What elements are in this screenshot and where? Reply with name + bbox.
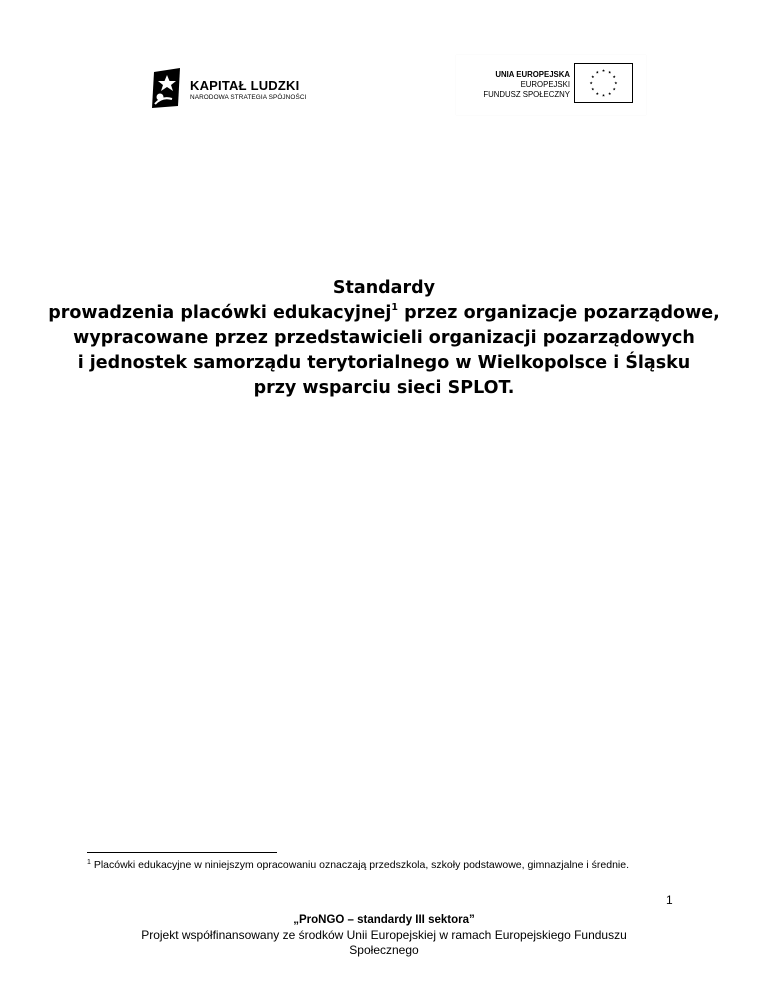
- footer-funding-line-1: Projekt współfinansowany ze środków Unii Europejskiej w ramach Europejskiego Funduszu: [141, 928, 627, 942]
- document-title: [40, 276, 728, 401]
- title-line-5: przy wsparciu sieci SPLOT.: [253, 378, 515, 398]
- eu-flag-star: [590, 81, 593, 84]
- footnote-reference: 1: [391, 302, 398, 313]
- title-line-2-part-b: przez organizacje pozarządowe,: [404, 303, 720, 323]
- title-line-2-part-a: prowadzenia placówki edukacyjnej: [48, 303, 392, 323]
- eu-logo: [456, 55, 646, 115]
- eu-flag-star: [608, 92, 611, 95]
- eu-flag-star: [608, 71, 611, 74]
- kapital-ludzki-emblem-icon: [150, 66, 184, 110]
- eu-flag-star: [602, 69, 605, 72]
- eu-flag-star: [596, 92, 599, 95]
- page-footer: [96, 913, 672, 958]
- page-number: 1: [666, 893, 673, 907]
- eu-flag-star: [591, 75, 594, 78]
- eu-flag-icon: [574, 63, 633, 103]
- kapital-ludzki-title: KAPITAŁ LUDZKI: [190, 78, 300, 93]
- title-line-2: [40, 301, 728, 326]
- title-line-3: wypracowane przez przedstawicieli organizacji pozarządowych: [73, 328, 695, 348]
- footnote-separator: [87, 852, 277, 853]
- eu-logo-line1: UNIA EUROPEJSKA: [495, 70, 570, 79]
- eu-flag-star: [613, 75, 616, 78]
- eu-flag-star: [602, 94, 605, 97]
- eu-flag-star: [614, 81, 617, 84]
- eu-flag-star: [596, 71, 599, 74]
- footer-project-name: „ProNGO – standardy III sektora”: [293, 914, 475, 926]
- title-line-4: i jednostek samorządu terytorialnego w Wielkopolsce i Śląsku: [77, 353, 691, 373]
- eu-logo-line3: FUNDUSZ SPOŁECZNY: [483, 90, 570, 99]
- kapital-ludzki-subtitle: NARODOWA STRATEGIA SPÓJNOŚCI: [190, 94, 307, 101]
- footnote-text: Placówki edukacyjne w niniejszym opracowaniu oznaczają przedszkola, szkoły podstawowe, gimnazjalne i średnie.: [93, 859, 630, 871]
- eu-logo-text: [483, 70, 570, 100]
- eu-flag-star: [591, 88, 594, 91]
- footer-funding-line-2: Społecznego: [349, 943, 419, 957]
- eu-flag-star: [613, 88, 616, 91]
- footnote-marker: 1: [87, 859, 91, 866]
- kapital-ludzki-logo: [150, 66, 350, 112]
- eu-logo-line2: EUROPEJSKI: [520, 80, 570, 89]
- title-line-1: Standardy: [332, 278, 436, 298]
- footnote: [87, 858, 687, 872]
